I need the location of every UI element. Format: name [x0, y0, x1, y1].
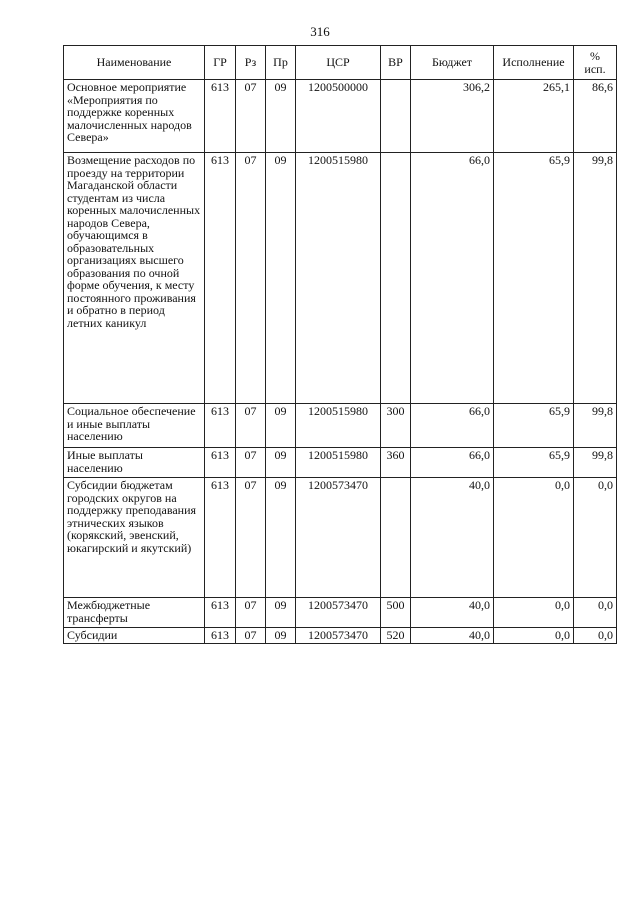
row-name: Возмещение расходов по проезду на территории Магаданской области студентам из числа коренных малочисленных народов Севера, обучающимся в образовательных организациях высшего образования по очной форме обучения, к месту постоянного проживания и обратно в период летних каникул	[64, 153, 205, 404]
row-rz: 07	[236, 478, 266, 598]
header-percent-sign: %	[590, 49, 600, 63]
header-budget: Бюджет	[411, 46, 494, 80]
row-name: Основное мероприятие «Мероприятия по поддержке коренных малочисленных народов Севера»	[64, 80, 205, 153]
row-rz: 07	[236, 628, 266, 644]
row-rz: 07	[236, 153, 266, 404]
row-vr: 520	[381, 628, 411, 644]
row-csr: 1200500000	[296, 80, 381, 153]
header-name: Наименование	[64, 46, 205, 80]
row-percent: 0,0	[574, 628, 617, 644]
row-gr: 613	[205, 404, 236, 448]
row-rz: 07	[236, 598, 266, 628]
row-budget: 66,0	[411, 404, 494, 448]
table-header-row	[64, 46, 617, 80]
header-rz: Рз	[236, 46, 266, 80]
row-budget: 66,0	[411, 153, 494, 404]
row-pr: 09	[266, 478, 296, 598]
row-gr: 613	[205, 80, 236, 153]
row-vr: 360	[381, 448, 411, 478]
row-execution: 265,1	[494, 80, 574, 153]
table-row	[64, 598, 617, 628]
row-execution: 65,9	[494, 404, 574, 448]
row-percent: 99,8	[574, 404, 617, 448]
row-csr: 1200573470	[296, 478, 381, 598]
header-percent	[574, 46, 617, 80]
table-row	[64, 478, 617, 598]
row-gr: 613	[205, 448, 236, 478]
row-execution: 65,9	[494, 448, 574, 478]
row-budget: 306,2	[411, 80, 494, 153]
row-gr: 613	[205, 153, 236, 404]
row-execution: 0,0	[494, 598, 574, 628]
row-percent: 99,8	[574, 448, 617, 478]
row-pr: 09	[266, 153, 296, 404]
header-csr: ЦСР	[296, 46, 381, 80]
row-vr	[381, 478, 411, 598]
table-row	[64, 628, 617, 644]
table-row	[64, 448, 617, 478]
row-csr: 1200515980	[296, 404, 381, 448]
row-pr: 09	[266, 448, 296, 478]
row-budget: 40,0	[411, 478, 494, 598]
row-gr: 613	[205, 598, 236, 628]
row-rz: 07	[236, 80, 266, 153]
header-vr: ВР	[381, 46, 411, 80]
table-row	[64, 80, 617, 153]
row-name: Социальное обеспечение и иные выплаты населению	[64, 404, 205, 448]
row-name: Межбюджетные трансферты	[64, 598, 205, 628]
row-percent: 99,8	[574, 153, 617, 404]
header-execution: Исполнение	[494, 46, 574, 80]
row-pr: 09	[266, 628, 296, 644]
row-percent: 0,0	[574, 478, 617, 598]
row-gr: 613	[205, 628, 236, 644]
row-budget: 40,0	[411, 598, 494, 628]
row-rz: 07	[236, 448, 266, 478]
row-budget: 66,0	[411, 448, 494, 478]
row-rz: 07	[236, 404, 266, 448]
table-row	[64, 404, 617, 448]
row-csr: 1200515980	[296, 448, 381, 478]
row-gr: 613	[205, 478, 236, 598]
row-budget: 40,0	[411, 628, 494, 644]
row-csr: 1200573470	[296, 628, 381, 644]
header-gr: ГР	[205, 46, 236, 80]
row-pr: 09	[266, 404, 296, 448]
row-csr: 1200515980	[296, 153, 381, 404]
row-percent: 0,0	[574, 598, 617, 628]
page-number: 316	[310, 24, 330, 39]
row-execution: 0,0	[494, 478, 574, 598]
row-vr	[381, 153, 411, 404]
header-pr: Пр	[266, 46, 296, 80]
row-vr	[381, 80, 411, 153]
row-csr: 1200573470	[296, 598, 381, 628]
row-execution: 0,0	[494, 628, 574, 644]
budget-execution-table	[63, 45, 617, 644]
table-row	[64, 153, 617, 404]
row-vr: 300	[381, 404, 411, 448]
row-name: Субсидии	[64, 628, 205, 644]
row-pr: 09	[266, 80, 296, 153]
row-pr: 09	[266, 598, 296, 628]
row-name: Субсидии бюджетам городских округов на поддержку преподавания этнических языков (корякский, эвенский, юкагирский и якутский)	[64, 478, 205, 598]
row-percent: 86,6	[574, 80, 617, 153]
row-name: Иные выплаты населению	[64, 448, 205, 478]
row-execution: 65,9	[494, 153, 574, 404]
row-vr: 500	[381, 598, 411, 628]
header-percent-label: исп.	[584, 61, 606, 76]
